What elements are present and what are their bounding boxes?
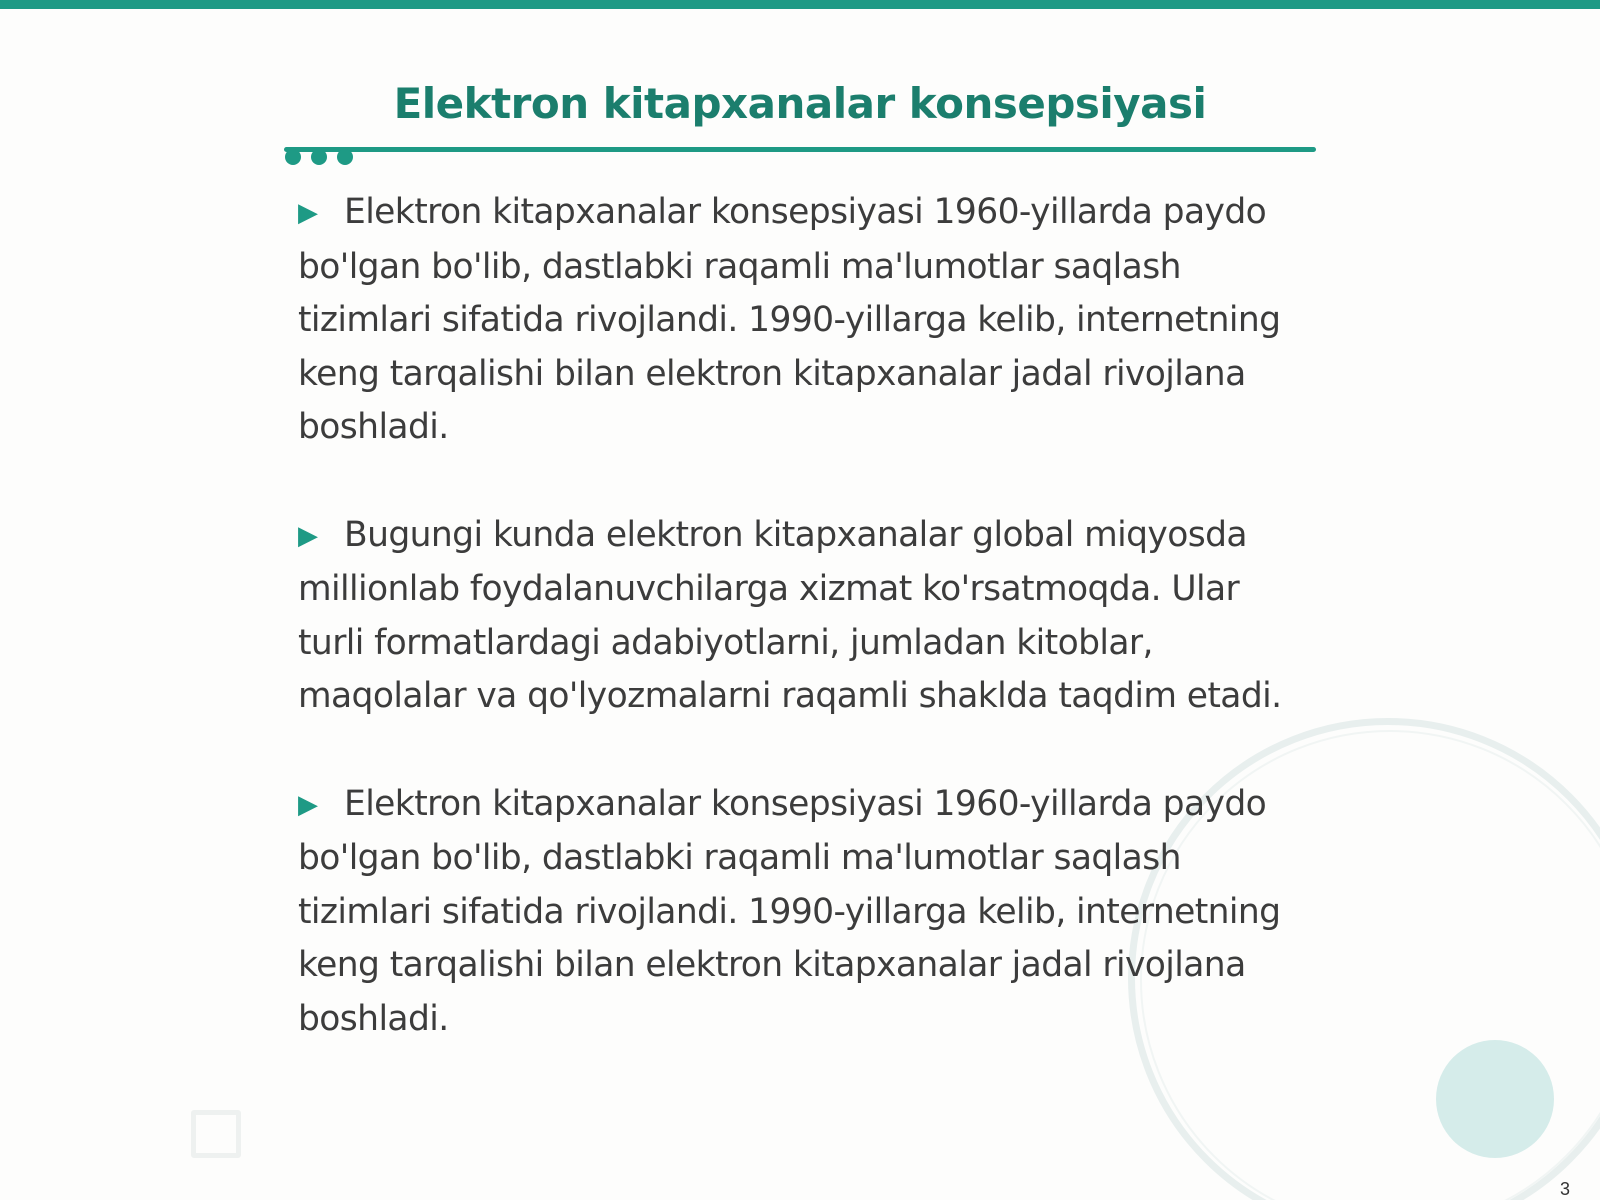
underline-dot	[285, 149, 301, 165]
bullet-item	[298, 778, 1308, 1047]
triangle-right-icon: ▶	[298, 520, 318, 551]
page-number: 3	[1559, 1179, 1570, 1199]
bullet-item	[298, 186, 1308, 455]
decorative-square	[191, 1110, 241, 1158]
bullet-item	[298, 509, 1308, 724]
underline-dot	[311, 149, 327, 165]
top-accent-bar	[0, 0, 1600, 9]
underline-dot	[337, 149, 353, 165]
bullet-text: Elektron kitapxanalar konsepsiyasi 1960-yillarda paydo bo'lgan bo'lib, dastlabki raqamli ma'lumotlar saqlash tizimlari sifatida rivojlandi. 1990-yillarga kelib, internetning keng tarqalishi bilan elektron kitapxanalar jadal rivojlana boshladi.	[298, 192, 1281, 447]
decorative-circle	[1436, 1040, 1554, 1158]
bullet-text: Bugungi kunda elektron kitapxanalar global miqyosda millionlab foydalanuvchilarga xizmat ko'rsatmoqda. Ular turli formatlardagi adabiyotlarni, jumladan kitoblar, maqolalar va qo'lyozmalarni raqamli shaklda taqdim etadi.	[298, 514, 1282, 716]
slide-title: Elektron kitapxanalar konsepsiyasi	[393, 79, 1207, 128]
bullet-list	[298, 186, 1308, 1100]
bullet-text: Elektron kitapxanalar konsepsiyasi 1960-yillarda paydo bo'lgan bo'lib, dastlabki raqamli ma'lumotlar saqlash tizimlari sifatida rivojlandi. 1990-yillarga kelib, internetning keng tarqalishi bilan elektron kitapxanalar jadal rivojlana boshladi.	[298, 783, 1281, 1039]
triangle-right-icon: ▶	[298, 198, 318, 228]
title-underline	[284, 147, 1316, 152]
triangle-right-icon: ▶	[298, 789, 318, 820]
